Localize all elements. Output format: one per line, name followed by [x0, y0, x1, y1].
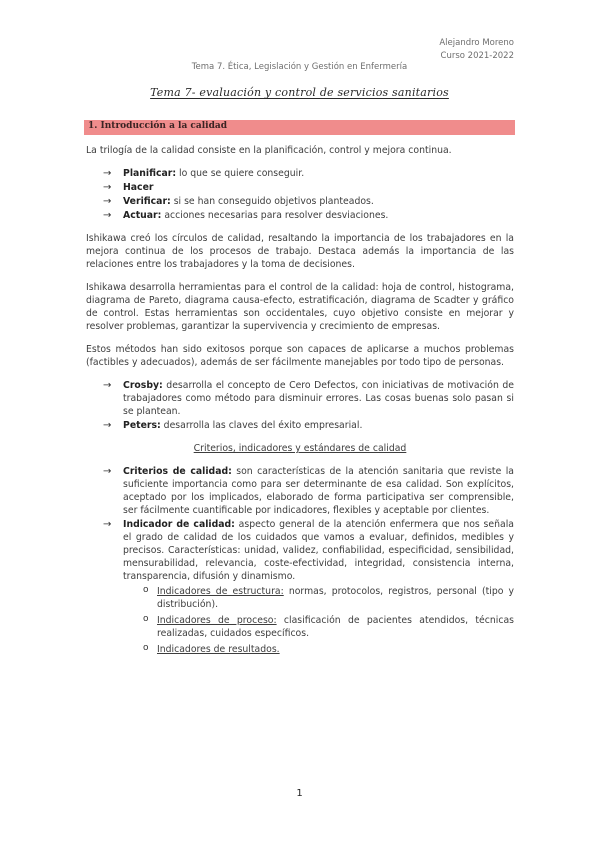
criteria-list — [86, 465, 514, 656]
list-item — [123, 643, 514, 656]
circle-bullet-icon: o — [143, 643, 149, 653]
list-item — [86, 209, 514, 222]
intro-paragraph: La trilogía de la calidad consiste en la planificación, control y mejora continua. — [86, 145, 452, 156]
arrow-icon: → — [103, 182, 112, 193]
ishikawa-paragraph-1: Ishikawa creó los círculos de calidad, resaltando la importancia de los trabajadores en la mejora continua de los procesos de trabajo. Destaca además la importancia de las relaciones entre los trabajadores y la toma de decisiones. — [86, 233, 514, 270]
author-name: Alejandro Moreno — [439, 38, 514, 48]
list-item-label: Planificar: — [123, 168, 177, 179]
list-item — [123, 614, 514, 640]
list-item — [86, 518, 514, 656]
section-heading: 1. Introducción a la calidad — [88, 121, 227, 131]
subheading: Criterios, indicadores y estándares de calidad — [193, 443, 407, 454]
list-item-label: Indicadores de proceso: — [157, 615, 277, 626]
list-item-text: si se han conseguido objetivos planteados. — [170, 196, 374, 207]
handwritten-title: Tema 7- evaluación y control de servicios sanitarios — [150, 86, 449, 99]
subject-title: Tema 7. Ética, Legislación y Gestión en Enfermería — [191, 62, 408, 72]
list-item — [86, 195, 514, 208]
list-item-label: Peters: — [123, 420, 161, 431]
arrow-icon: → — [103, 210, 112, 221]
list-item-label: Indicadores de resultados. — [157, 644, 280, 655]
list-item — [86, 419, 514, 432]
list-item-label: Hacer — [123, 182, 154, 193]
arrow-icon: → — [103, 420, 112, 431]
arrow-icon: → — [103, 466, 112, 477]
document-body — [86, 144, 514, 666]
arrow-icon: → — [103, 168, 112, 179]
list-item-label: Actuar: — [123, 210, 162, 221]
list-item-text: acciones necesarias para resolver desviaciones. — [161, 210, 389, 221]
list-item-label: Crosby: — [123, 380, 163, 391]
trilogy-list — [86, 167, 514, 222]
list-item-label: Verificar: — [123, 196, 171, 207]
list-item — [86, 465, 514, 517]
arrow-icon: → — [103, 380, 112, 391]
circle-bullet-icon: o — [143, 585, 149, 595]
page-number: 1 — [296, 788, 303, 799]
list-item-text: son características de la atención sanitaria que reviste la suficiente importancia como para ser determinante de esa calidad. Son explícitos, aceptado por los implicados, elaborado de forma participativa ser comprensible, ser fácilmente cuantificable por indicadores, flexibles y aceptable por clientes. — [123, 466, 514, 516]
list-item-label: Criterios de calidad: — [123, 466, 232, 477]
list-item — [123, 585, 514, 611]
section-heading-bar — [84, 120, 515, 135]
list-item-text: clasificación de pacientes atendidos, técnicas realizadas, cuidados específicos. — [157, 615, 514, 639]
list-item-text: desarrolla el concepto de Cero Defectos, con iniciativas de motivación de trabajadores como método para disminuir errores. Las cosas buenas solo pasan si se plantean. — [123, 380, 514, 417]
list-item-text: desarrolla las claves del éxito empresarial. — [160, 420, 363, 431]
circle-bullet-icon: o — [143, 614, 149, 624]
methods-paragraph: Estos métodos han sido exitosos porque son capaces de aplicarse a muchos problemas (factibles y adecuados), además de ser fácilmente manejables por todo tipo de personas. — [86, 344, 514, 368]
ishikawa-paragraph-2: Ishikawa desarrolla herramientas para el control de la calidad: hoja de control, histograma, diagrama de Pareto, diagrama causa-efecto, estratificación, diagrama de Scadter y gráfico de control. Estas herramientas son occidentales, cuyo objetivo consiste en mejorar y resolver problemas, garantizar la supervivencia y crecimiento de empresas. — [86, 282, 514, 332]
list-item-text: normas, protocolos, registros, personal (tipo y distribución). — [157, 586, 514, 610]
list-item-label: Indicadores de estructura: — [157, 586, 284, 597]
list-item — [86, 379, 514, 418]
list-item-label: Indicador de calidad: — [123, 519, 235, 530]
course-year: Curso 2021-2022 — [440, 51, 514, 61]
list-item — [86, 167, 514, 180]
arrow-icon: → — [103, 519, 112, 530]
arrow-icon: → — [103, 196, 112, 207]
list-item-text: aspecto general de la atención enfermera que nos señala el grado de calidad de los cuidados que vamos a evaluar, definidos, medibles y precisos. Características: unidad, validez, confiabilidad, especificidad, sensibilidad, mensurabilidad, relevancia, coste-efectividad, integridad, consistencia interna, transparencia, difusión y dinamismo. — [123, 519, 514, 582]
authors-list — [86, 379, 514, 432]
list-item — [86, 181, 514, 194]
indicator-types-list — [123, 585, 514, 656]
list-item-text: lo que se quiere conseguir. — [176, 168, 305, 179]
